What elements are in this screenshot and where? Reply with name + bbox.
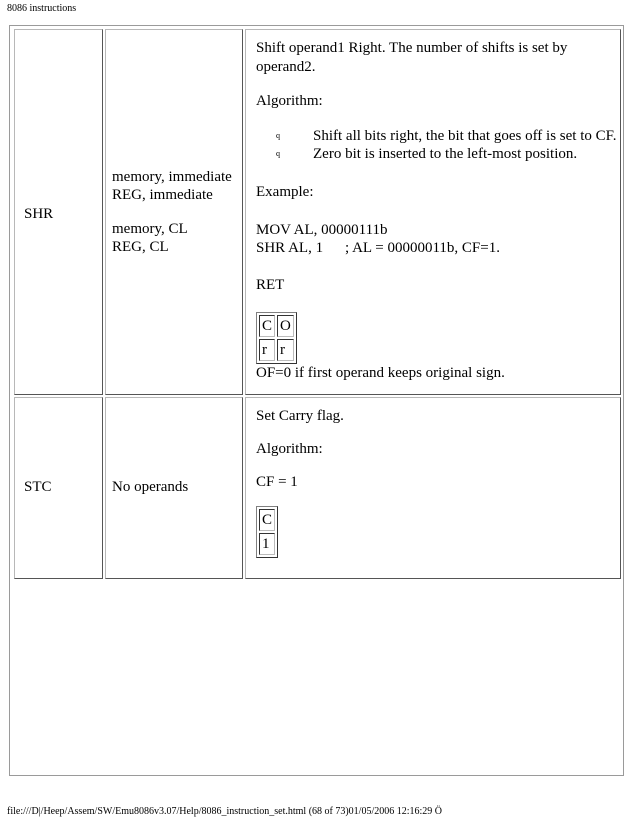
shr-name-cell	[14, 29, 103, 395]
page-header: 8086 instructions	[7, 3, 77, 14]
operand-line: No operands	[112, 479, 189, 495]
instruction-name: SHR	[24, 206, 54, 222]
operand-line: REG, immediate	[112, 187, 213, 203]
flag-cell: C	[259, 509, 275, 531]
bullet-icon: q	[276, 131, 280, 140]
operand-line: REG, CL	[112, 239, 169, 255]
algorithm-list	[276, 127, 617, 163]
list-item: q Zero bit is inserted to the left-most position.	[276, 146, 578, 162]
stc-description-cell	[245, 397, 621, 579]
flag-cell: r	[259, 339, 275, 361]
example-comment: ; AL = 00000011b, CF=1.	[345, 240, 500, 256]
example-line: MOV AL, 00000111b	[256, 222, 388, 238]
example-line: SHR AL, 1	[256, 240, 324, 256]
flag-cell: 1	[259, 533, 275, 555]
operand-line: memory, CL	[112, 221, 188, 237]
ret-line: RET	[256, 277, 285, 293]
algorithm-text: CF = 1	[256, 474, 298, 490]
flags-table	[256, 312, 297, 364]
description-text: Shift operand1 Right. The number of shifts is set by	[256, 40, 568, 56]
description-text: Set Carry flag.	[256, 408, 344, 424]
instruction-name: STC	[24, 479, 52, 495]
stc-operands-cell	[105, 397, 243, 579]
flag-cell: C	[259, 315, 275, 337]
operand-line: memory, immediate	[112, 169, 232, 185]
shr-description-cell	[245, 29, 621, 395]
bullet-icon: q	[276, 149, 280, 158]
flag-cell: r	[277, 339, 294, 361]
flag-cell: O	[277, 315, 294, 337]
page-footer: file:///D|/Heep/Assem/SW/Emu8086v3.07/Help/8086_instruction_set.html (68 of 73)01/05/2006 12:16:29 Ö	[7, 806, 443, 817]
example-label: Example:	[256, 184, 314, 200]
flags-table	[256, 506, 278, 558]
instruction-table	[9, 25, 624, 776]
list-item: q Shift all bits right, the bit that goes off is set to CF.	[276, 128, 617, 144]
description-text: operand2.	[256, 59, 316, 75]
stc-name-cell	[14, 397, 103, 579]
shr-operands-cell	[105, 29, 243, 395]
note-text: OF=0 if first operand keeps original sign.	[256, 365, 505, 381]
algorithm-label: Algorithm:	[256, 441, 323, 457]
algorithm-label: Algorithm:	[256, 93, 323, 109]
